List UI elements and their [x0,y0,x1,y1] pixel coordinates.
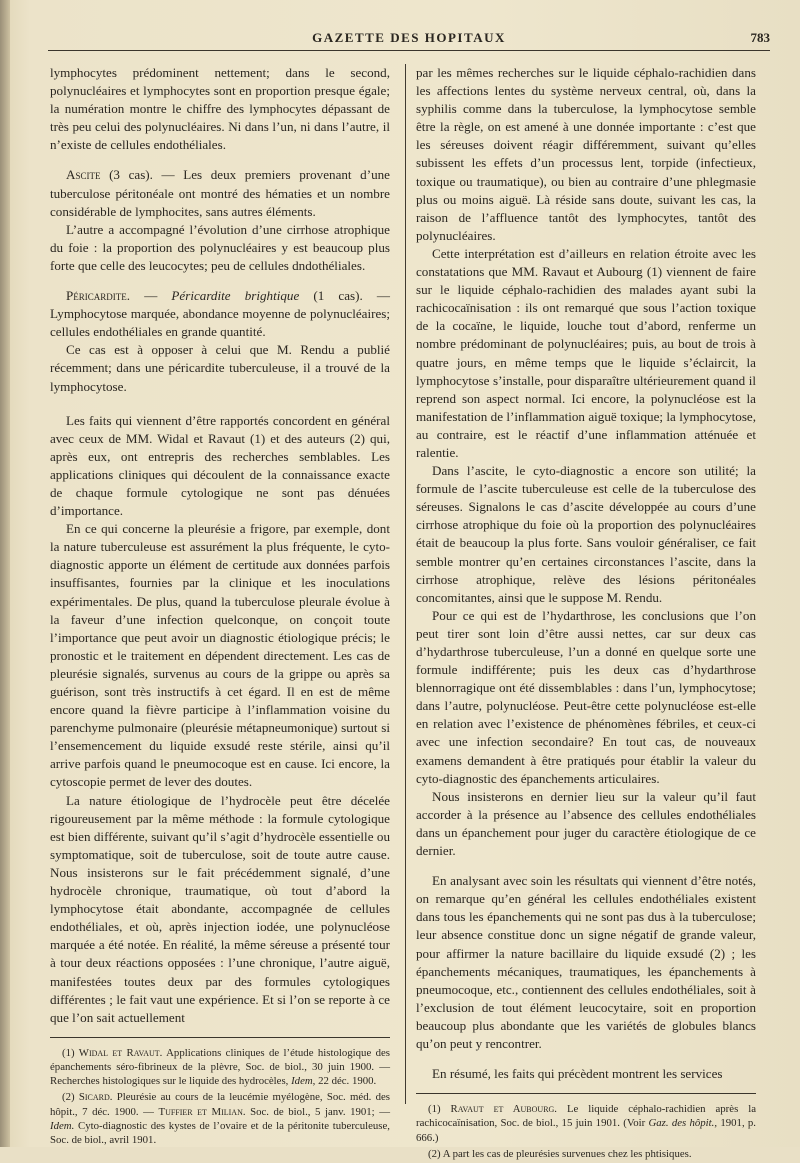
page-binding-shadow [0,0,10,1147]
footnote-author: (2) Sicard. [62,1091,113,1104]
paragraph: L’autre a accompagné l’évolution d’une cirrhose atrophique du foie : la proportion des polynucléaires y est beaucoup plus forte que celle des leucocytes; peu de cellules dndothéliales. [50,221,390,273]
footnote-italic: Gaz. des hôpit., [648,1117,718,1130]
left-column [50,64,390,1149]
running-header [48,28,770,51]
footnote-text: Applications cliniques de l’étude histologique des épanchements séro-fibrineux de la plèvre, Soc. de biol., 30 juin 1900. — Recherches histologiques sur le liquide des hydrocèles, [50,1046,390,1088]
paragraph: En ce qui concerne la pleurésie a frigore, par exemple, dont la nature tuberculeuse est assurément la plus fréquente, le cyto-diagnostic apporte un élément de certitude aux données parfois insuffisantes, fournies par la clinique et les inoculations expérimentales. De plus, quand la tuberculose pleurale évolue à la faveur d’une infection quelconque, on conçoit toute l’importance que peut avoir un diagnostic étiologique précis; le pronostic et le traitement en dépendent directement. Les cas de pleurésie signalés, survenus au cours de la grippe ou après sa guérison, sont très instructifs à cet égard. Il en est de même encore quand la fièvre participe à l’inflammation voisine du parenchyme pulmonaire (pleurésie métapneumonique) surtout si l’ensemencement du liquide exsudé reste stérile, ainsi qu’il arrive parfois quand le pneumocoque est en cause. Ici encore, la cytoscopie permet de lever des doutes. [50,521,390,790]
paragraph: Pour ce qui est de l’hydarthrose, les conclusions que l’on peut tirer sont loin d’être aussi nettes, car sur deux cas d’hydarthrose tuberculeuse, l’un a donné en quelque sorte une formule indifférente; puis les deux cas d’hydarthrose blennorragique ont été dissemblables : dans l’un, lymphocytose; dans l’autre, polynucléose. Peut-être cette polynucléose est-elle en relation avec l’existence de phénomènes fébriles, et ceux-ci avec une infection secondaire? En tout cas, de nouveaux examens demandent à être pratiqués pour établir la valeur du cyto-diagnostic des épanchements articulaires. [416,607,756,786]
section-label: Péricardite. [66,288,131,304]
footnote-rule [50,1037,390,1038]
footnotes [416,1102,756,1161]
footnote-text: Le liquide céphalo-rachidien après la rachicocaïnisation, Soc. de biol., 15 juin 1901. (Voir [416,1103,757,1130]
footnote-author: Tuffier et Milian. [158,1105,246,1118]
paragraph: Nous insisterons en dernier lieu sur la valeur qu’il faut accorder à la présence au l’absence des cellules endothéliales dans un épanchement pour juger du caractère étiologique de ce dernier. [416,788,756,859]
paragraph-text: (1 cas). — Lymphocytose marquée, abondance moyenne de polynucléaires; cellules endothéliales en grande quantité. [50,288,391,340]
paragraph: Dans l’ascite, le cyto-diagnostic a encore son utilité; la formule de l’ascite tuberculeuse est celle de la tuberculose des séreuses. Signalons le cas d’ascite développée au cours d’une cirrhose atrophique du foie où la proportion des polynucléaires était de beaucoup la plus forte. Sans vouloir généraliser, ce fait semble montrer qu’en certaines circonstances l’ascite, dans la cirrhose atrophique, relève des lésions péritonéales concomitantes, ainsi que le suppose M. Rendu. [416,463,756,605]
footnote-text: Pleurésie au cours de la leucémie myélogène, Soc. méd. des hôpit., 7 déc. 1900. — [50,1091,390,1118]
footnote-rule [416,1093,756,1094]
footnote [50,1046,390,1089]
paragraph-ascite [50,166,390,220]
column-divider [405,64,406,1104]
paragraph-text: — [130,288,172,304]
italic-term: Péricardite brightique [171,288,300,304]
footnote-text: Cyto-diagnostic des kystes de l’ovaire et de la péritonite tuberculeuse, Soc. de biol., avril 1901. [50,1119,390,1146]
paragraph: En résumé, les faits qui précèdent montrent les services [432,1066,723,1082]
paragraph: En analysant avec soin les résultats qui viennent d’être notés, on remarque qu’en général les cellules endothéliales existent dans tous les épanchements qui ne sont pas dus à la tuberculose; leur absence constitue donc un signe négatif de grande valeur, pour affirmer la nature bacillaire du liquide exsudé (2) ; les épanchements mécaniques, traumatiques, les épanchements à pneumocoque, etc., contiennent des cellules endothéliales, soit à l’exclusion de tout élément leucocytaire, soit en proportion beaucoup plus abondante que les variétés de globules blancs qu’on peut y rencontrer. [416,873,756,1051]
footnote-author: (1) Widal et Ravaut. [62,1046,163,1059]
section-label: Ascite [66,167,101,183]
page-number: 783 [750,30,770,45]
footnote [50,1090,390,1147]
footnote-text: Soc. de biol., 5 janv. 1901; — [245,1105,390,1118]
paragraph: Les faits qui viennent d’être rapportés concordent en général avec ceux de MM. Widal et Ravaut (1) et des auteurs (2) qui, après eux, ont entrepris des recherches semblables. Les applications cliniques qui découlent de la connaissance exacte de chaque formule cytologique ne sont pas dénuées d’importance. [50,412,390,519]
footnote-italic: Idem. [50,1119,75,1132]
paragraph: lymphocytes prédominent nettement; dans le second, polynucléaires et lymphocytes sont en proportion presque égale; la numération montre le chiffre des lymphocytes dépassant de très peu celui des polynucléaires. Ni dans l’un, ni dans l’autre, il n’existe de cellules endothéliales. [50,65,390,153]
right-column [416,64,756,1163]
footnotes [50,1046,390,1147]
journal-title: GAZETTE DES HOPITAUX [312,30,506,45]
footnote: (2) A part les cas de pleurésies survenues chez les phtisiques. [428,1147,692,1160]
paragraph-text: (3 cas). — Les deux premiers provenant d’une tuberculose péritonéale ont montré des hématies et un nombre considérable de lymphocites, sans autres éléments. [50,167,390,219]
footnote-text: 22 déc. 1900. [315,1075,377,1088]
footnote-text: 1901, p. 666.) [416,1117,757,1144]
footnote-author: (1) Ravaut et Aubourg. [428,1103,558,1116]
footnote [416,1102,756,1145]
paragraph: La nature étiologique de l’hydrocèle peut être décelée rigoureusement par la même méthode : la formule cytologique est bien différente, suivant qu’il s’agit d’hydrocèle essentielle ou symptomatique, soit de tuberculose, soit de toute autre cause. Nous insisterons sur le fait précédemment signalé, d’une hydrocèle chronique, traumatique, où tout d’abord la lymphocytose était abondante, accompagnée de cellules endothéliales, et où, après injection iodée, une polynucléose marquée a été notée. En réalité, la même séreuse a présenté tour à tour deux réactions opposées : l’une chronique, l’autre aiguë, manifestées toutes deux par des formules cytologiques différentes ; le fait vaut une expérience. Et si l’on se reporte à ce que l’on sait actuellement [50,792,390,1025]
paragraph: Cette interprétation est d’ailleurs en relation étroite avec les constatations que MM. Ravaut et Aubourg (1) viennent de faire sur le liquide céphalo-rachidien des malades ayant subi la rachicocaïnisation : ils ont remarqué que sous l’action toxique de la cocaïne, le liquide, louche tout d’abord, renferme un nombre prédominant de polynucléaires; puis, au bout de trois à quatre jours, en même temps que le liquide s’éclaircit, la lymphocytose s’installe, pour disparaître ultérieurement quand il reprend son aspect normal. Ici encore, la polynucléose est la manifestation de l’inflammation aiguë toxique; la lymphocytose, au contraire, est le réactif d’une inflammation atténuée et ralentie. [416,245,756,460]
paragraph: Ce cas est à opposer à celui que M. Rendu a publié récemment; dans une péricardite tuberculeuse, il a trouvé de la lymphocytose. [50,342,390,394]
footnote-italic: Idem, [291,1075,316,1088]
paragraph: par les mêmes recherches sur le liquide céphalo-rachidien dans les affections lentes du système nerveux central, où, dans la syphilis comme dans la tuberculose, la lymphocytose semble être la règle, on est amené à une donnée importante : c’est que les séreuses doivent réagir différemment, suivant qu’elles subissent les effets d’un processus lent, torpide (infectieux, toxique ou traumatique), ou bien au contraire d’une phlegmasie plus ou moins aiguë. Là réside sans doute, suivant les cas, la raison de l’affluence tantôt des lymphocytes, tantôt des polynucléaires. [416,65,756,243]
paragraph-pericardite [50,287,390,341]
